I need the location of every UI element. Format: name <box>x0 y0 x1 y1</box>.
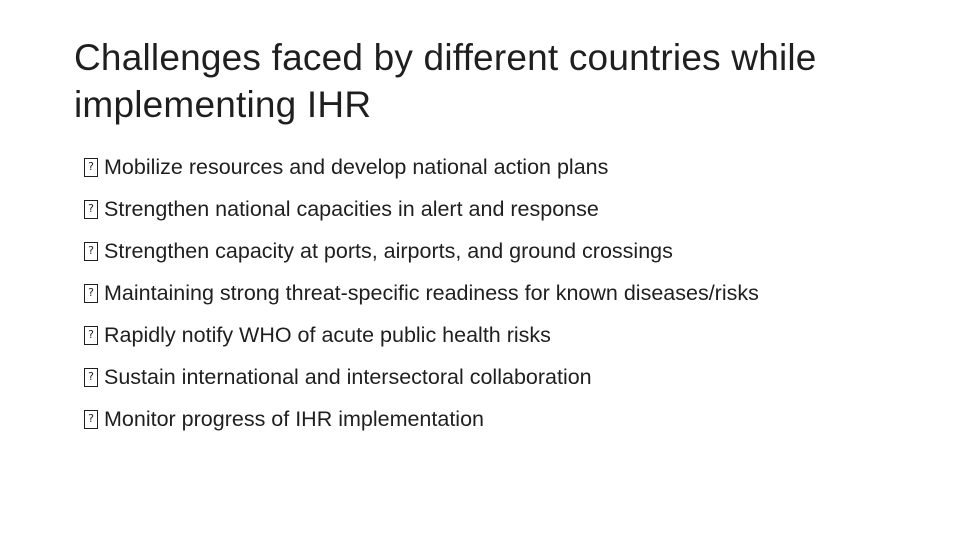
bullet-item <box>84 188 944 230</box>
bullet-item <box>84 398 944 440</box>
missing-glyph-icon <box>84 284 98 303</box>
bullet-item <box>84 230 944 272</box>
bullet-text: Maintaining strong threat-specific readiness for known diseases/risks <box>104 281 759 305</box>
bullet-item <box>84 146 944 188</box>
bullet-item <box>84 314 944 356</box>
bullet-text: Sustain international and intersectoral collaboration <box>104 365 592 389</box>
bullet-text: Mobilize resources and develop national action plans <box>104 155 609 179</box>
bullet-item <box>84 356 944 398</box>
missing-glyph-icon <box>84 200 98 219</box>
missing-glyph-icon <box>84 326 98 345</box>
bullet-text: Strengthen national capacities in alert and response <box>104 197 599 221</box>
bullet-text: Rapidly notify WHO of acute public health risks <box>104 323 551 347</box>
missing-glyph-icon <box>84 410 98 429</box>
slide-title: Challenges faced by different countries while implementing IHR <box>74 37 817 125</box>
missing-glyph-icon <box>84 368 98 387</box>
bullet-text: Monitor progress of IHR implementation <box>104 407 484 431</box>
bullet-item <box>84 272 944 314</box>
bullet-text: Strengthen capacity at ports, airports, and ground crossings <box>104 239 673 263</box>
bullet-list <box>84 146 944 440</box>
missing-glyph-icon <box>84 242 98 261</box>
missing-glyph-icon <box>84 158 98 177</box>
